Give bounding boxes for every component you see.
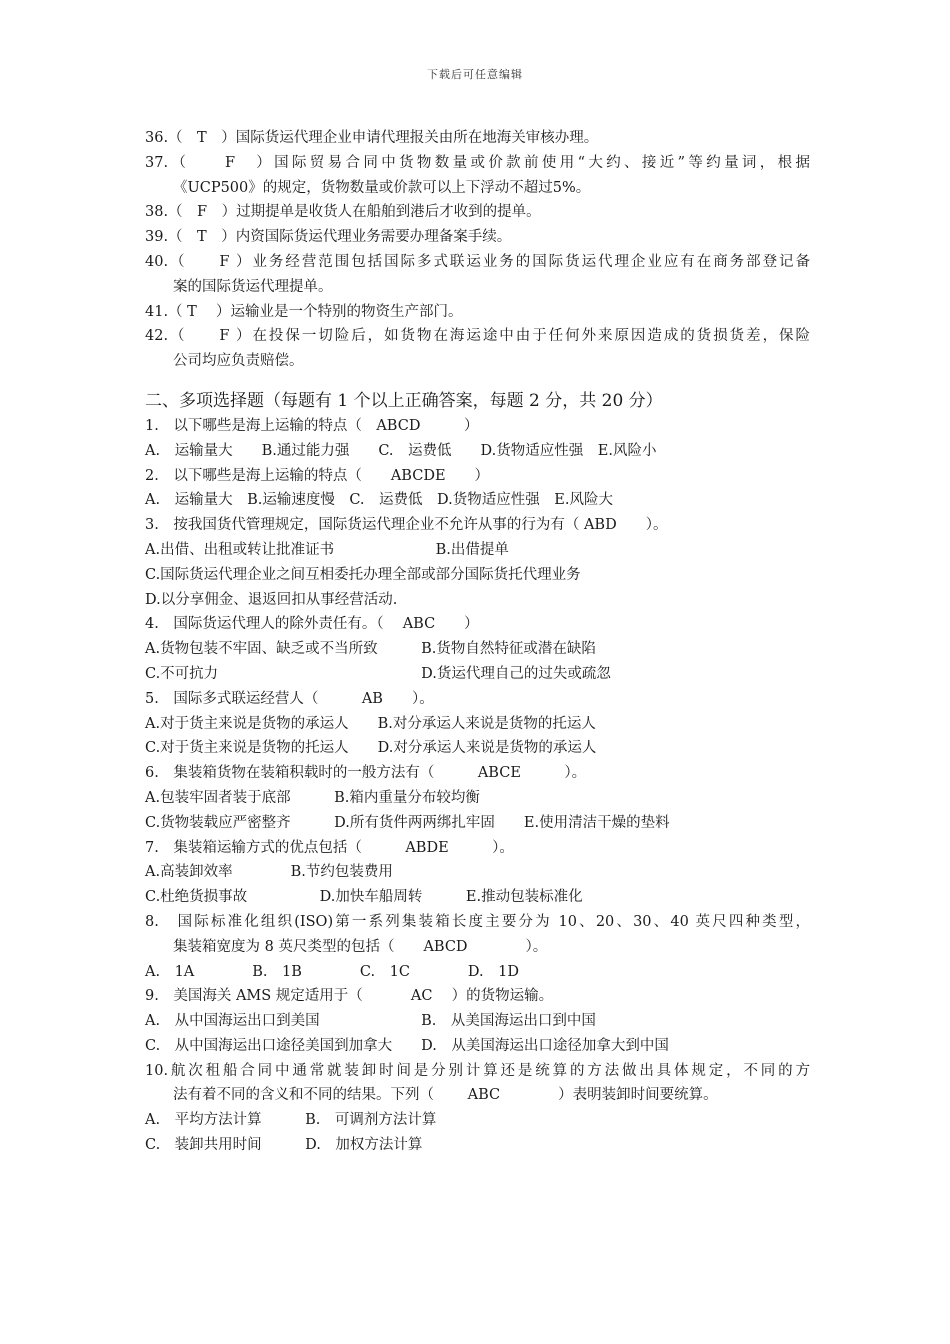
mc-question (145, 513, 810, 612)
mc-option-row: A. 运输量大 B.通过能力强 C. 运费低 D.货物适应性强 E.风险小 (145, 442, 657, 459)
mc-question-text: 10.航次租船合同中通常就装卸时间是分别计算还是统算的方法做出具体规定，不同的方 (145, 1062, 810, 1079)
mc-question-text: 1. 以下哪些是海上运输的特点（ ABCD ） (145, 417, 479, 434)
tf-question-text: 42.（ F ）在投保一切险后，如货物在海运途中由于任何外来原因造成的货损货差，保险 (145, 328, 810, 345)
mc-option-row: D.以分享佣金、退返回扣从事经营活动. (145, 591, 398, 608)
tf-question (145, 225, 810, 250)
tf-question (145, 200, 810, 225)
tf-question-continuation: 公司均应负责赔偿。 (173, 353, 304, 370)
mc-option-row: C.国际货运代理企业之间互相委托办理全部或部分国际货托代理业务 (145, 566, 581, 583)
tf-question (145, 324, 810, 374)
tf-question-text: 36.（ T ）国际货运代理企业申请代理报关由所在地海关审核办理。 (145, 130, 599, 146)
tf-question-text: 37.（ F ）国际贸易合同中货物数量或价款前使用“大约、接近”等约量词，根据 (145, 154, 810, 171)
tf-question-text: 41.（ T ）运输业是一个特别的物资生产部门。 (145, 303, 463, 320)
mc-option-row: C.杜绝货损事故 D.加快车船周转 E.推动包装标准化 (145, 889, 583, 906)
tf-question (145, 300, 810, 325)
mc-question-text: 6. 集装箱货物在装箱积载时的一般方法有（ ABCE ）。 (145, 765, 587, 782)
mc-question (145, 464, 810, 514)
mc-question-text: 4. 国际货运代理人的除外责任有。（ ABC ） (145, 616, 479, 633)
mc-option-row: A.包装牢固者装于底部 B.箱内重量分布较均衡 (145, 789, 480, 806)
tf-question-continuation: 《UCP500》的规定，货物数量或价款可以上下浮动不超过5%。 (173, 179, 591, 196)
mc-question (145, 612, 810, 686)
page-header: 下载后可任意编辑 (427, 68, 523, 81)
mc-question-text: 8. 国际标准化组织(ISO)第一系列集装箱长度主要分为 10、20、30、40 英尺四种类型， (145, 913, 810, 930)
tf-question-text: 39.（ T ）内资国际货运代理业务需要办理备案手续。 (145, 229, 512, 246)
tf-question (145, 151, 810, 201)
tf-question (145, 250, 810, 300)
mc-question-text: 7. 集装箱运输方式的优点包括（ ABDE ）。 (145, 839, 514, 856)
mc-option-row: C.对于货主来说是货物的托运人 D.对分承运人来说是货物的承运人 (145, 740, 597, 757)
mc-question-continuation: 集装箱宽度为 8 英尺类型的包括（ ABCD ）。 (173, 938, 548, 955)
mc-question (145, 761, 810, 835)
mc-question-text: 5. 国际多式联运经营人（ AB ）。 (145, 690, 434, 707)
mc-question (145, 687, 810, 761)
mc-question (145, 910, 810, 984)
tf-question-text: 38.（ F ）过期提单是收货人在船舶到港后才收到的提单。 (145, 204, 541, 221)
mc-option-row: A. 运输量大 B.运输速度慢 C. 运费低 D.货物适应性强 E.风险大 (145, 492, 613, 509)
mc-option-row: A.货物包装不牢固、缺乏或不当所致 B.货物自然特征或潜在缺陷 (145, 641, 596, 658)
mc-option-row: A. 从中国海运出口到美国 B. 从美国海运出口到中国 (145, 1013, 596, 1030)
mc-option-row: A. 1A B. 1B C. 1C D. 1D (145, 963, 519, 980)
mc-option-row: C. 装卸共用时间 D. 加权方法计算 (145, 1137, 423, 1154)
section-2-title: 二、多项选择题（每题有 1 个以上正确答案，每题 2 分，共 20 分） (145, 390, 663, 411)
mc-option-row: A.对于货主来说是货物的承运人 B.对分承运人来说是货物的托运人 (145, 715, 596, 732)
mc-question (145, 984, 810, 1058)
mc-question-text: 9. 美国海关 AMS 规定适用于（ AC ）的货物运输。 (145, 988, 554, 1005)
multiple-choice-questions (145, 414, 810, 1158)
mc-option-row: A.出借、出租或转让批准证书 B.出借提单 (145, 541, 509, 558)
mc-option-row: C. 从中国海运出口途径美国到加拿大 D. 从美国海运出口途径加拿大到中国 (145, 1037, 669, 1054)
mc-question (145, 414, 810, 464)
mc-option-row: A.高装卸效率 B.节约包装费用 (145, 864, 393, 881)
tf-question (145, 126, 810, 151)
mc-option-row: A. 平均方法计算 B. 可调剂方法计算 (145, 1112, 437, 1129)
tf-question-text: 40.（ F ）业务经营范围包括国际多式联运业务的国际货运代理企业应有在商务部登记备 (145, 253, 810, 270)
mc-question (145, 836, 810, 910)
mc-option-row: C.不可抗力 D.货运代理自己的过失或疏忽 (145, 665, 611, 682)
document-body (145, 126, 810, 1158)
true-false-questions (145, 126, 810, 374)
mc-question-continuation: 法有着不同的含义和不同的结果。下列（ ABC ）表明装卸时间要统算。 (173, 1087, 718, 1104)
mc-option-row: C.货物装载应严密整齐 D.所有货件两两绑扎牢固 E.使用清洁干燥的垫料 (145, 814, 670, 831)
mc-question (145, 1059, 810, 1158)
mc-question-text: 3. 按我国货代管理规定，国际货运代理企业不允许从事的行为有（ ABD ）。 (145, 517, 668, 534)
tf-question-continuation: 案的国际货运代理提单。 (173, 278, 333, 295)
mc-question-text: 2. 以下哪些是海上运输的特点（ ABCDE ） (145, 467, 490, 484)
